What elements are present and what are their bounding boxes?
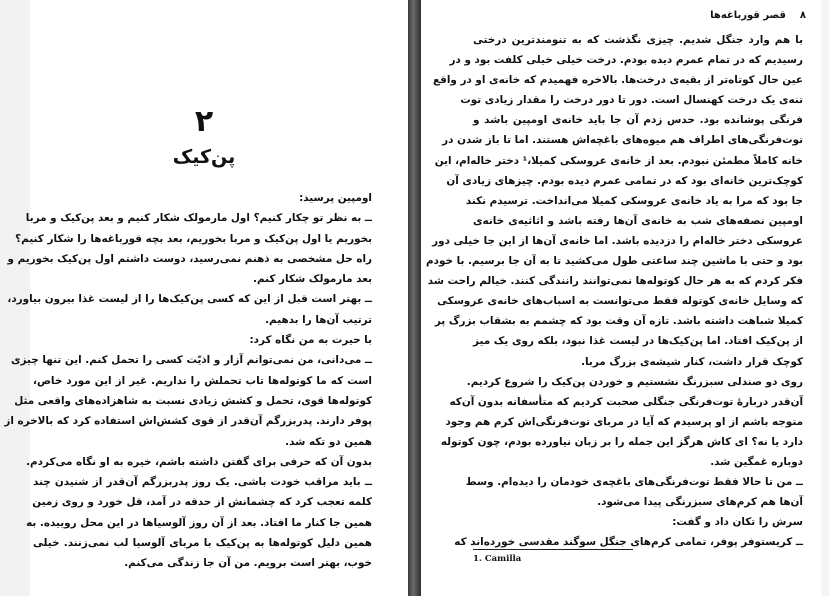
text-line: آن‌ها هم کرم‌های سبزرنگی پیدا می‌شود.: [597, 496, 803, 509]
text-line: راه حل مشخصی به ذهنم نمی‌رسید، دوست داشتم اول پن‌کیک بخوریم و: [7, 252, 372, 265]
text-line: رسیدیم که در تمام عمرم دیده بودم. درخت خیلی خیلی کلفت بود و در: [449, 54, 803, 67]
text-line: توت‌فرنگی‌های اطراف هم میوه‌های باغچه‌اش هستند. اما تا باز شدن در: [442, 134, 803, 147]
text-line: ــ می‌دانی، من نمی‌توانم آزار و اذیّت کسی را تحمل کنم. این تنها چیزی: [11, 354, 372, 367]
text-line: روی دو صندلی سبزرنگ نشستیم و خوردن پن‌کیک را شروع کردیم.: [466, 375, 803, 388]
text-line: ــ باید مراقب خودت باشی. یک روز پدربزرگم آن‌قدر از شنیدن چند: [33, 476, 372, 489]
right-page: [421, 0, 829, 596]
text-line: ــ من تا حالا فقط توت‌فرنگی‌های باغچه‌ی خودمان را دیده‌ام. وسط: [465, 476, 803, 489]
text-line: عین حال کوتاه‌تر از بقیه‌ی درخت‌ها. بالاخره فهمیدم که خانه‌ی او در واقع: [432, 74, 803, 87]
text-line: همین دو تکه شد.: [285, 435, 372, 448]
running-header: [706, 10, 806, 21]
text-line: که وسایل خانه‌ی کوتوله فقط می‌توانست به اسباب‌های خانه‌ی عروسکی: [437, 295, 803, 308]
text-line: آن‌قدر دربارۀ توت‌فرنگی جنگلی صحبت کردیم که متأسفانه بدون آن‌که: [449, 395, 803, 408]
header-page-number: ۸: [799, 10, 806, 21]
text-line: سرش را تکان داد و گفت:: [672, 516, 803, 529]
text-line: جا بود که مرا به یاد خانه‌ی عروسکی کمیلا می‌انداخت. ترسیدم نکند: [465, 194, 803, 207]
chapter-title: پن‌کیک: [172, 146, 236, 168]
left-body-text: [4, 188, 372, 574]
left-page: [0, 0, 408, 596]
text-line: تنه‌ی یک درخت کهنسال است. دور تا دور درخت را مقدار زیادی توت: [460, 94, 803, 107]
text-line: بود و حتی با ماشین چند ساعتی طول می‌کشید تا به آن جا برسیم. با خودم: [426, 255, 803, 268]
text-line: کمیلا شباهت داشته باشد. تازه آن وقت بود که چشمم به بشقاب بزرگ پر: [434, 315, 803, 328]
text-line: است که ما کوتوله‌ها تاب تحملش را نداریم. غیر از این مورد خاص،: [33, 374, 372, 387]
text-line: بدون آن که حرفی برای گفتن داشته باشم، خیره به او نگاه می‌کردم.: [26, 455, 372, 468]
text-line: همین جا کنار ما افتاد. بعد از آن روز آلوسیاها در این محل روییده. به: [26, 516, 372, 529]
text-line: بعد مارمولک شکار کنم.: [253, 273, 372, 286]
text-line: ــ کریستوفر پوفر، تمامی کرم‌های جنگل سوگند مقدسی خورده‌اند که: [454, 536, 803, 549]
text-line: از پن‌کیک افتاد. اما پن‌کیک‌ها در لیست غذا نبود، بلکه روی یک میز: [473, 335, 803, 348]
text-line: دارد یا نه؟ ای کاش هرگز این جمله را بر زبان نیاورده بودم، چون کوتوله: [440, 435, 803, 448]
text-line: اومپین نصفه‌های شب به خانه‌ی آن‌ها رفته باشد و اثاثیه‌ی خانه‌ی: [473, 214, 803, 227]
text-line: با هم وارد جنگل شدیم. چیزی نگذشت که به تنومندترین درختی: [473, 34, 803, 46]
text-line: فرنگی پوشانده بود. حدس زدم آن جا باید خانه‌ی اومپین باشد و: [473, 114, 803, 127]
text-line: کوچک قرار داشت، کنار شیشه‌ی بزرگ مربا.: [581, 355, 803, 368]
text-line: ــ بهتر است قبل از این که کسی پن‌کیک‌ها را از لیست غذا بیرون بیاورد،: [7, 293, 372, 306]
text-line: با حیرت به من نگاه کرد:: [249, 334, 372, 347]
text-line: کلمه تعجب کرد که چشمانش از حدقه در آمد، قل خورد و روی زمین: [32, 496, 372, 509]
text-line: پوفر دارند. پدربزرگم آن‌قدر از قوی کشش‌اش استفاده کرد که بالاخره از: [4, 415, 372, 428]
text-line: کوچک‌ترین خانه‌ای بود که در تمامی عمرم دیده بودم. چیزهای زیادی آن: [446, 174, 803, 187]
text-line: اومپین پرسید:: [299, 192, 372, 204]
text-line: بخوریم یا اول پن‌کیک و مربا بخوریم، بعد بچه قورباغه‌ها را شکار کنیم؟: [15, 232, 372, 245]
text-line: همین دلیل کوتوله‌ها به پن‌کیک با مربای آلوسیا لب نمی‌زنند. خیلی: [33, 537, 372, 550]
scan-margin-right: [821, 0, 829, 596]
chapter-number: ۲: [194, 104, 214, 139]
text-line: متوجه باشم از او پرسیدم که آیا در مربای توت‌فرنگی‌اش کرم هم وجود: [445, 415, 803, 428]
footnote: 1. Camilla: [473, 554, 522, 564]
text-line: عروسکی دختر خاله‌ام را دزدیده باشد. اما خانه‌ی آن‌ها از این جا خیلی دور: [432, 234, 803, 247]
footnote-rule: [473, 549, 633, 550]
text-line: خوب، بهتر است برویم. من آن جا زندگی می‌کنم.: [124, 557, 372, 570]
text-line: کوتوله‌ها قوی، تحمل و کشش زیادی نسبت به شاهزاده‌های واقعی مثل: [14, 394, 372, 407]
text-line: ــ به نظر تو چکار کنیم؟ اول مارمولک شکار کنیم و بعد پن‌کیک و مربا: [25, 212, 372, 225]
book-spine: [408, 0, 421, 596]
header-title: قصر قورباغه‌ها: [710, 10, 786, 21]
text-line: خانه کاملاً مطمئن نبودم. بعد از خانه‌ی عروسکی کمیلا،¹ دختر خاله‌ام، این: [434, 154, 803, 167]
text-line: دوباره غمگین شد.: [710, 455, 803, 468]
text-line: فکر کردم که به هر حال کوتوله‌ها نمی‌توانند رانندگی کنند. خیالم راحت شد: [427, 275, 803, 288]
right-body-text: [426, 30, 803, 552]
text-line: ترتیب آن‌ها را بدهیم.: [265, 313, 372, 326]
